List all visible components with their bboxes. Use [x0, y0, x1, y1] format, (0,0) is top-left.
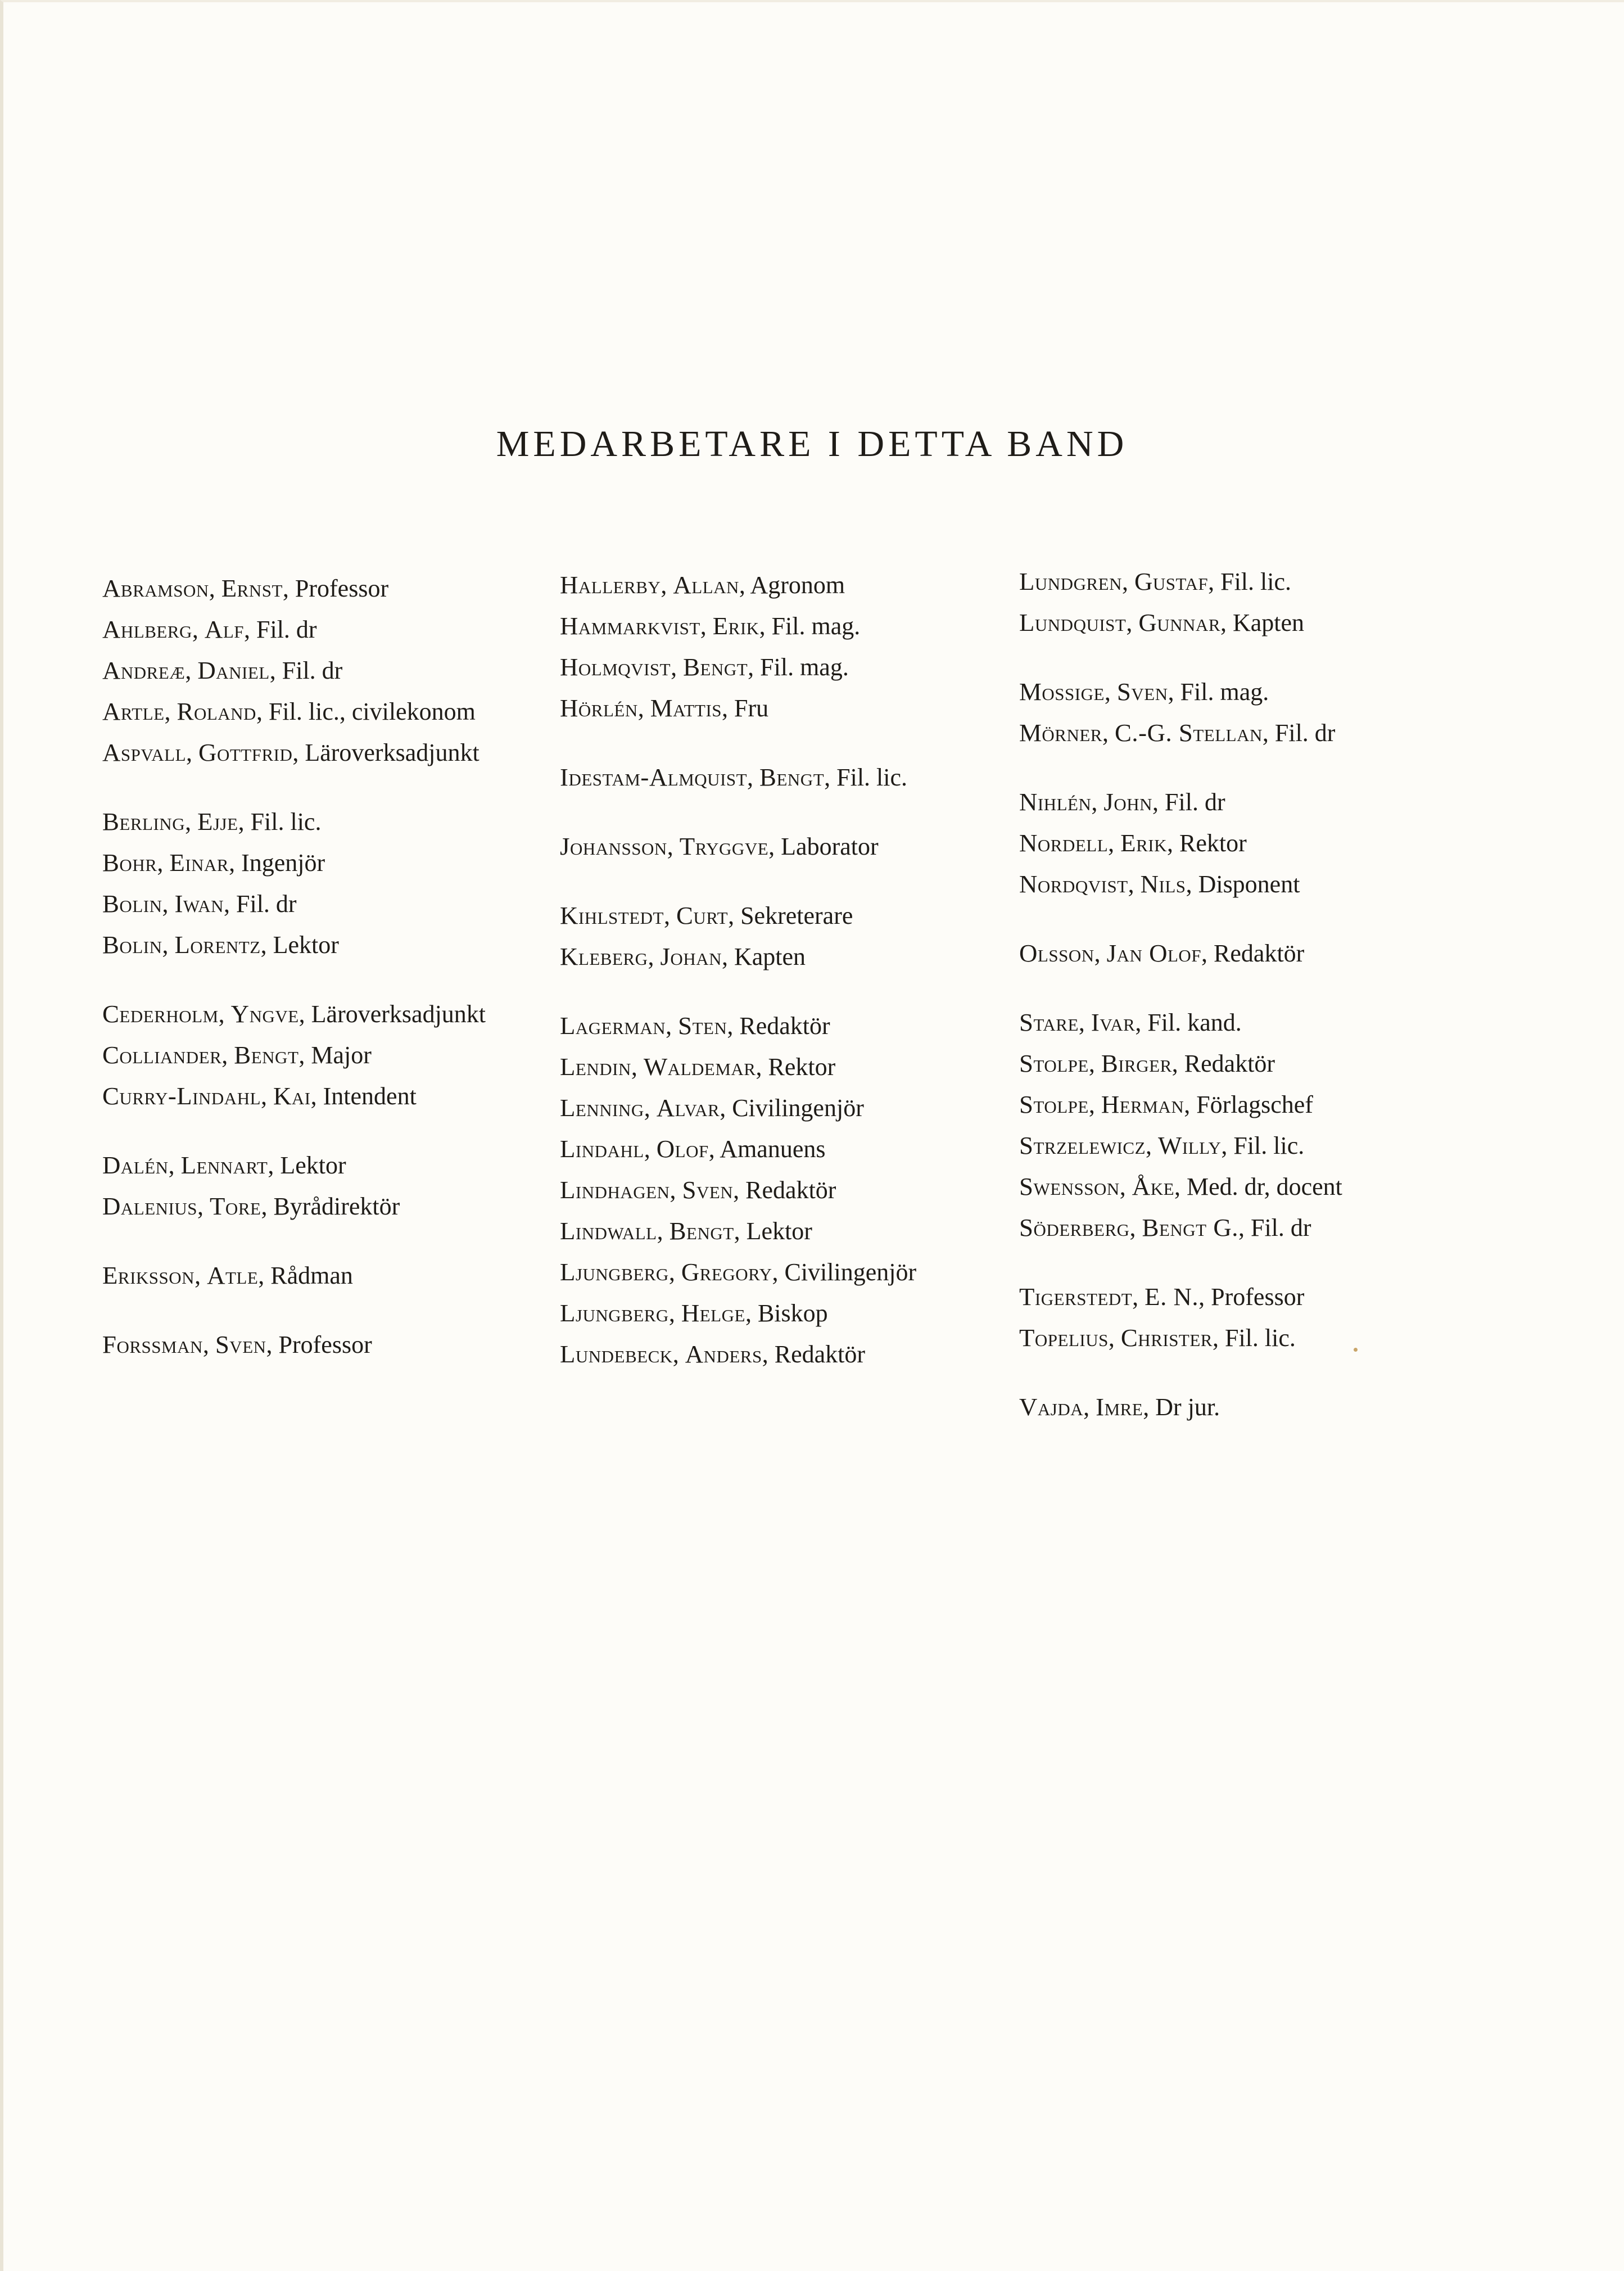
- contributor-surname: Kihlstedt: [560, 901, 664, 929]
- contributor-given-name: Bengt: [683, 653, 748, 681]
- contributor-entry: Hallerby, Allan, Agronom: [560, 571, 845, 599]
- contributor-surname: Colliander: [102, 1041, 222, 1069]
- contributor-surname: Tigerstedt: [1019, 1283, 1133, 1311]
- contributor-group: [560, 565, 1021, 729]
- contributor-given-name: Erik: [712, 612, 759, 640]
- contributor-surname: Lundgren: [1019, 567, 1122, 595]
- contributor-entry: Dalenius, Tore, Byrådirektör: [102, 1192, 400, 1220]
- contributor-group: [560, 757, 1021, 798]
- contributor-title: Fil. dr: [236, 890, 297, 918]
- contributor-given-name: Bengt G.: [1142, 1213, 1238, 1241]
- contributor-given-name: Mattis: [650, 694, 722, 722]
- contributor-given-name: Sven: [215, 1330, 266, 1358]
- contributor-surname: Nordqvist: [1019, 870, 1128, 898]
- contributor-surname: Abramson: [102, 574, 209, 602]
- contributor-entry: Söderberg, Bengt G., Fil. dr: [1019, 1213, 1311, 1241]
- contributor-group: [102, 994, 563, 1117]
- contributor-entry: Lendin, Waldemar, Rektor: [560, 1053, 836, 1081]
- contributor-title: Major: [311, 1041, 372, 1069]
- contributor-given-name: Christer: [1120, 1324, 1213, 1352]
- contributor-group: [1019, 933, 1480, 974]
- contributor-surname: Idestam-Almquist: [560, 763, 748, 791]
- contributor-title: Redaktör: [1184, 1050, 1275, 1077]
- contributor-given-name: Atle: [207, 1261, 259, 1289]
- contributors-column-1: [102, 568, 563, 1393]
- contributor-title: Förlagschef: [1196, 1091, 1313, 1118]
- contributor-entry: Dalén, Lennart, Lektor: [102, 1151, 346, 1179]
- contributor-surname: Holmqvist: [560, 653, 671, 681]
- contributor-given-name: Sven: [682, 1176, 734, 1204]
- contributor-entry: Bolin, Lorentz, Lektor: [102, 931, 339, 959]
- contributor-entry: Andreæ, Daniel, Fil. dr: [102, 656, 343, 684]
- contributor-entry: Bolin, Iwan, Fil. dr: [102, 890, 297, 918]
- contributor-entry: Colliander, Bengt, Major: [102, 1041, 372, 1069]
- ink-speck: [1354, 1348, 1358, 1352]
- contributor-title: Ingenjör: [241, 849, 325, 877]
- contributor-surname: Mörner: [1019, 719, 1102, 747]
- contributor-surname: Stare: [1019, 1008, 1079, 1036]
- contributor-title: Dr jur.: [1155, 1393, 1220, 1421]
- contributor-group: [560, 826, 1021, 867]
- contributor-given-name: Ejje: [197, 807, 238, 836]
- contributor-entry: Aspvall, Gottfrid, Läroverksadjunkt: [102, 738, 479, 766]
- contributor-title: Rådman: [270, 1262, 353, 1289]
- contributor-surname: Lenning: [560, 1094, 644, 1122]
- contributor-entry: Ljungberg, Gregory, Civilingenjör: [560, 1258, 917, 1286]
- contributor-entry: Mörner, C.-G. Stellan, Fil. dr: [1019, 719, 1336, 747]
- contributor-given-name: Sven: [1116, 678, 1168, 706]
- contributor-given-name: Erik: [1120, 829, 1167, 857]
- contributor-title: Rektor: [768, 1053, 836, 1081]
- contributor-given-name: Helge: [681, 1299, 745, 1327]
- contributor-surname: Forssman: [102, 1330, 203, 1358]
- contributor-given-name: John: [1103, 788, 1153, 816]
- contributor-title: Civilingenjör: [732, 1094, 864, 1122]
- contributor-surname: Kleberg: [560, 942, 648, 970]
- contributor-title: Kapten: [734, 943, 806, 970]
- contributor-title: Redaktör: [739, 1012, 830, 1040]
- contributor-given-name: Nils: [1140, 870, 1186, 898]
- contributor-entry: Strzelewicz, Willy, Fil. lic.: [1019, 1131, 1305, 1159]
- contributor-entry: Lundebeck, Anders, Redaktör: [560, 1340, 866, 1368]
- contributor-surname: Lundebeck: [560, 1340, 673, 1368]
- contributor-title: Disponent: [1198, 870, 1300, 898]
- contributor-title: Professor: [295, 575, 389, 602]
- contributor-entry: Stolpe, Herman, Förlagschef: [1019, 1090, 1313, 1118]
- contributor-given-name: Herman: [1101, 1090, 1184, 1118]
- contributor-group: [1019, 1276, 1480, 1358]
- contributor-given-name: E. N.: [1145, 1283, 1199, 1311]
- contributor-surname: Swensson: [1019, 1172, 1120, 1200]
- contributor-title: Fil. lic.: [1233, 1132, 1305, 1159]
- contributor-group: [1019, 561, 1480, 643]
- contributor-title: Amanuens: [720, 1135, 826, 1163]
- contributor-surname: Bohr: [102, 848, 157, 877]
- contributor-entry: Hörlén, Mattis, Fru: [560, 694, 769, 722]
- contributor-title: Lektor: [273, 931, 339, 959]
- contributor-group: [102, 801, 563, 965]
- contributor-entry: Cederholm, Yngve, Läroverksadjunkt: [102, 1000, 486, 1028]
- contributor-given-name: Ivar: [1091, 1008, 1136, 1036]
- contributor-given-name: Gustaf: [1134, 567, 1209, 595]
- contributor-given-name: Einar: [169, 848, 229, 877]
- contributor-entry: Olsson, Jan Olof, Redaktör: [1019, 939, 1305, 967]
- contributor-title: Fil. kand.: [1147, 1009, 1242, 1036]
- contributor-given-name: Waldemar: [643, 1053, 756, 1081]
- contributor-surname: Hammarkvist: [560, 612, 700, 640]
- page-title: MEDARBETARE I DETTA BAND: [496, 423, 1128, 464]
- contributor-given-name: Åke: [1132, 1172, 1175, 1200]
- contributor-surname: Berling: [102, 807, 186, 836]
- contributor-entry: Tigerstedt, E. N., Professor: [1019, 1283, 1305, 1311]
- contributor-title: Läroverksadjunkt: [305, 739, 479, 766]
- contributor-group: [102, 568, 563, 773]
- contributor-title: Fil. lic.: [1220, 568, 1291, 595]
- contributor-entry: Idestam-Almquist, Bengt, Fil. lic.: [560, 763, 908, 791]
- contributor-given-name: Gregory: [681, 1258, 772, 1286]
- contributor-title: Civilingenjör: [784, 1258, 917, 1286]
- contributor-surname: Strzelewicz: [1019, 1131, 1146, 1159]
- contributor-surname: Stolpe: [1019, 1090, 1089, 1118]
- contributor-entry: Nordell, Erik, Rektor: [1019, 829, 1247, 857]
- contributor-given-name: Iwan: [174, 890, 224, 918]
- contributor-surname: Bolin: [102, 931, 162, 959]
- contributor-title: Professor: [278, 1331, 372, 1358]
- contributor-given-name: C.-G. Stellan: [1114, 719, 1263, 747]
- contributor-group: [102, 1255, 563, 1296]
- contributor-title: Fil. mag.: [771, 612, 861, 640]
- contributor-entry: Curry-Lindahl, Kai, Intendent: [102, 1082, 417, 1110]
- contributor-title: Fil. dr: [1250, 1214, 1311, 1241]
- contributor-entry: Ahlberg, Alf, Fil. dr: [102, 615, 317, 643]
- contributor-entry: Lindwall, Bengt, Lektor: [560, 1217, 812, 1245]
- contributor-surname: Söderberg: [1019, 1213, 1130, 1241]
- contributor-entry: Lundgren, Gustaf, Fil. lic.: [1019, 567, 1291, 595]
- contributor-given-name: Bengt: [234, 1041, 299, 1069]
- contributor-entry: Kleberg, Johan, Kapten: [560, 942, 806, 970]
- contributor-given-name: Alvar: [656, 1094, 720, 1122]
- contributor-given-name: Tryggve: [679, 832, 769, 860]
- contributor-title: Sekreterare: [740, 902, 853, 929]
- contributor-title: Lektor: [280, 1152, 346, 1179]
- contributor-entry: Forssman, Sven, Professor: [102, 1330, 372, 1358]
- contributor-surname: Lindhagen: [560, 1176, 670, 1204]
- contributor-given-name: Willy: [1158, 1131, 1222, 1159]
- contributor-title: Läroverksadjunkt: [311, 1000, 486, 1028]
- contributor-given-name: Curt: [676, 901, 729, 929]
- contributor-surname: Nihlén: [1019, 788, 1092, 816]
- contributor-surname: Hallerby: [560, 571, 661, 599]
- contributor-surname: Ahlberg: [102, 615, 192, 643]
- contributor-title: Fil. dr: [1165, 788, 1225, 816]
- contributor-surname: Cederholm: [102, 1000, 219, 1028]
- contributor-entry: Nihlén, John, Fil. dr: [1019, 788, 1225, 816]
- contributor-entry: Bohr, Einar, Ingenjör: [102, 848, 325, 877]
- contributor-title: Fil. dr: [282, 657, 343, 684]
- contributor-entry: Artle, Roland, Fil. lic., civilekonom: [102, 697, 476, 725]
- contributor-entry: Berling, Ejje, Fil. lic.: [102, 807, 322, 836]
- contributor-entry: Abramson, Ernst, Professor: [102, 574, 389, 602]
- contributor-surname: Lindwall: [560, 1217, 657, 1245]
- contributor-title: Fru: [734, 694, 769, 722]
- contributor-title: Kapten: [1233, 609, 1305, 636]
- contributor-title: Redaktör: [1214, 940, 1305, 967]
- contributor-surname: Artle: [102, 697, 165, 725]
- contributor-surname: Dalenius: [102, 1192, 198, 1220]
- contributor-surname: Eriksson: [102, 1261, 195, 1289]
- contributor-group: [1019, 671, 1480, 753]
- contributor-entry: Ljungberg, Helge, Biskop: [560, 1299, 828, 1327]
- contributor-title: Fil. lic.: [250, 808, 322, 836]
- contributor-given-name: Alf: [204, 615, 245, 643]
- contributor-given-name: Bengt: [759, 763, 825, 791]
- contributor-given-name: Imre: [1096, 1393, 1143, 1421]
- contributor-given-name: Birger: [1101, 1049, 1172, 1077]
- contributor-given-name: Johan: [660, 942, 722, 970]
- contributor-title: Rektor: [1179, 829, 1247, 857]
- contributor-group: [1019, 782, 1480, 905]
- contributor-entry: Topelius, Christer, Fil. lic.: [1019, 1324, 1296, 1352]
- contributor-surname: Topelius: [1019, 1324, 1109, 1352]
- contributor-entry: Holmqvist, Bengt, Fil. mag.: [560, 653, 849, 681]
- contributor-surname: Stolpe: [1019, 1049, 1089, 1077]
- contributor-title: Fil. lic.: [836, 764, 908, 791]
- contributor-title: Med. dr, docent: [1187, 1173, 1342, 1200]
- contributor-surname: Andreæ: [102, 656, 186, 684]
- contributor-entry: Stare, Ivar, Fil. kand.: [1019, 1008, 1242, 1036]
- contributor-title: Laborator: [781, 833, 879, 860]
- contributor-title: Fil. dr: [256, 616, 317, 643]
- contributor-given-name: Gunnar: [1138, 608, 1220, 636]
- contributor-entry: Mossige, Sven, Fil. mag.: [1019, 678, 1269, 706]
- contributor-entry: Stolpe, Birger, Redaktör: [1019, 1049, 1275, 1077]
- contributor-title: Fil. mag.: [760, 653, 849, 681]
- contributor-title: Fil. dr: [1274, 719, 1336, 747]
- contributor-entry: Swensson, Åke, Med. dr, docent: [1019, 1172, 1342, 1200]
- contributor-surname: Olsson: [1019, 939, 1094, 967]
- contributor-surname: Ljungberg: [560, 1299, 669, 1327]
- contributor-entry: Lindahl, Olof, Amanuens: [560, 1135, 826, 1163]
- contributor-title: Fil. mag.: [1180, 678, 1269, 706]
- contributor-entry: Kihlstedt, Curt, Sekreterare: [560, 901, 853, 929]
- contributor-entry: Hammarkvist, Erik, Fil. mag.: [560, 612, 861, 640]
- contributor-given-name: Sten: [678, 1012, 727, 1040]
- contributor-surname: Bolin: [102, 890, 162, 918]
- contributor-given-name: Anders: [685, 1340, 762, 1368]
- contributor-given-name: Bengt: [669, 1217, 734, 1245]
- contributor-surname: Lindahl: [560, 1135, 644, 1163]
- contributor-group: [560, 895, 1021, 977]
- contributor-group: [1019, 1002, 1480, 1248]
- contributor-surname: Mossige: [1019, 678, 1105, 706]
- contributor-surname: Nordell: [1019, 829, 1109, 857]
- contributor-given-name: Daniel: [197, 656, 270, 684]
- contributor-surname: Dalén: [102, 1151, 169, 1179]
- contributor-entry: Lagerman, Sten, Redaktör: [560, 1012, 830, 1040]
- contributor-surname: Lagerman: [560, 1012, 666, 1040]
- contributor-title: Lektor: [746, 1217, 812, 1245]
- contributor-title: Redaktör: [774, 1340, 866, 1368]
- contributor-title: Fil. lic.: [1224, 1324, 1296, 1352]
- contributor-title: Fil. lic., civilekonom: [268, 698, 476, 725]
- contributor-given-name: Roland: [177, 697, 256, 725]
- contributor-group: [102, 1324, 563, 1365]
- contributors-column-2: [560, 565, 1021, 1403]
- contributor-surname: Lendin: [560, 1053, 631, 1081]
- contributor-given-name: Allan: [673, 571, 739, 599]
- contributor-title: Biskop: [757, 1299, 828, 1327]
- contributor-given-name: Lennart: [180, 1151, 268, 1179]
- contributor-given-name: Gottfrid: [198, 738, 293, 766]
- contributor-given-name: Kai: [273, 1082, 311, 1110]
- contributor-group: [1019, 1387, 1480, 1428]
- contributor-title: Byrådirektör: [273, 1193, 400, 1220]
- contributor-entry: Eriksson, Atle, Rådman: [102, 1261, 353, 1289]
- contributor-surname: Aspvall: [102, 738, 187, 766]
- contributor-surname: Curry-Lindahl: [102, 1082, 261, 1110]
- contributor-title: Agronom: [750, 571, 845, 599]
- contributor-title: Redaktör: [745, 1176, 836, 1204]
- contributors-column-3: [1019, 561, 1480, 1456]
- contributor-title: Professor: [1211, 1283, 1305, 1311]
- contributor-entry: Lenning, Alvar, Civilingenjör: [560, 1094, 864, 1122]
- contributor-surname: Vajda: [1019, 1393, 1084, 1421]
- contributor-surname: Johansson: [560, 832, 667, 860]
- contributor-entry: Lundquist, Gunnar, Kapten: [1019, 608, 1305, 636]
- contributor-entry: Vajda, Imre, Dr jur.: [1019, 1393, 1220, 1421]
- contributor-group: [102, 1145, 563, 1227]
- contributor-surname: Lundquist: [1019, 608, 1127, 636]
- contributor-entry: Nordqvist, Nils, Disponent: [1019, 870, 1300, 898]
- contributor-given-name: Yngve: [230, 1000, 299, 1028]
- contributor-given-name: Tore: [210, 1192, 261, 1220]
- contributor-given-name: Lorentz: [174, 931, 261, 959]
- contributor-title: Intendent: [323, 1082, 417, 1110]
- contributor-group: [560, 1005, 1021, 1375]
- contributor-surname: Hörlén: [560, 694, 638, 722]
- contributor-given-name: Jan Olof: [1106, 939, 1202, 967]
- contributor-given-name: Ernst: [221, 574, 283, 602]
- contributor-given-name: Olof: [656, 1135, 709, 1163]
- contributor-surname: Ljungberg: [560, 1258, 669, 1286]
- contributor-entry: Johansson, Tryggve, Laborator: [560, 832, 879, 860]
- contributor-entry: Lindhagen, Sven, Redaktör: [560, 1176, 836, 1204]
